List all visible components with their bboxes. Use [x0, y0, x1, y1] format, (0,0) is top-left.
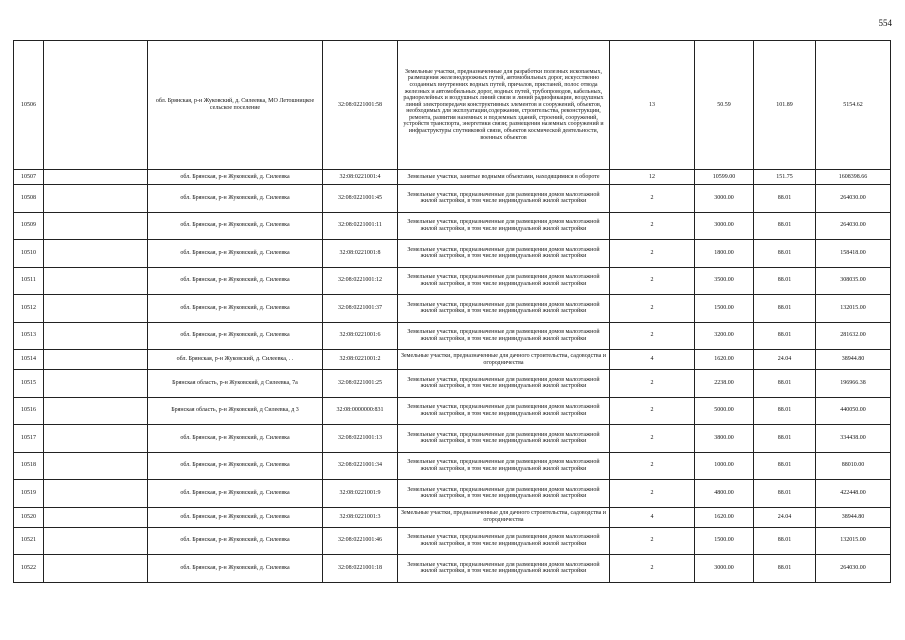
cadastral-value-cell: 5154.62 — [816, 41, 891, 170]
address-cell: обл. Брянская, р-н Жуковский, д. Силеевка, . . — [148, 350, 323, 370]
table-row — [14, 170, 891, 185]
land-use-cell: Земельные участки, предназначенные для размещения домов малоэтажной жилой застройки, в том числе индивидуальной жилой застройки — [398, 527, 610, 555]
rate-cell: 88.01 — [754, 527, 816, 555]
rate-cell: 88.01 — [754, 212, 816, 240]
table-row — [14, 425, 891, 453]
rate-cell: 88.01 — [754, 425, 816, 453]
cadastral-value-cell: 281632.00 — [816, 322, 891, 350]
rate-cell: 101.89 — [754, 41, 816, 170]
table-row — [14, 370, 891, 398]
table-row — [14, 322, 891, 350]
blank-cell — [44, 507, 148, 527]
area-cell: 3000.00 — [695, 185, 754, 213]
land-use-cell: Земельные участки, предназначенные для размещения домов малоэтажной жилой застройки, в том числе индивидуальной жилой застройки — [398, 480, 610, 508]
page-number: 554 — [878, 18, 892, 28]
address-cell: обл. Брянская, р-н Жуковский, д. Силеевка — [148, 425, 323, 453]
rate-cell: 88.01 — [754, 185, 816, 213]
rate-cell: 151.75 — [754, 170, 816, 185]
area-cell: 3500.00 — [695, 267, 754, 295]
cadastral-value-cell: 264030.00 — [816, 555, 891, 583]
cadastral-number-cell: 32:08:0221001:11 — [323, 212, 398, 240]
address-cell: Брянская область, р-н Жуковский, д Силеевка, 7а — [148, 370, 323, 398]
cadastral-number-cell: 32:08:0221001:13 — [323, 425, 398, 453]
cadastral-value-cell: 264030.00 — [816, 185, 891, 213]
row-number-cell: 10520 — [14, 507, 44, 527]
table-row — [14, 350, 891, 370]
address-cell: обл. Брянская, р-н Жуковский, д. Силеевка — [148, 480, 323, 508]
use-group-cell: 2 — [610, 267, 695, 295]
blank-cell — [44, 397, 148, 425]
table-row — [14, 555, 891, 583]
cadastral-number-cell: 32:08:0221001:34 — [323, 452, 398, 480]
row-number-cell: 10506 — [14, 41, 44, 170]
area-cell: 3200.00 — [695, 322, 754, 350]
use-group-cell: 2 — [610, 370, 695, 398]
blank-cell — [44, 322, 148, 350]
land-use-cell: Земельные участки, предназначенные для размещения домов малоэтажной жилой застройки, в том числе индивидуальной жилой застройки — [398, 425, 610, 453]
row-number-cell: 10511 — [14, 267, 44, 295]
land-cadastral-table — [13, 40, 891, 583]
land-use-cell: Земельные участки, предназначенные для размещения домов малоэтажной жилой застройки, в том числе индивидуальной жилой застройки — [398, 240, 610, 268]
area-cell: 1500.00 — [695, 295, 754, 323]
area-cell: 3800.00 — [695, 425, 754, 453]
row-number-cell: 10514 — [14, 350, 44, 370]
rate-cell: 88.01 — [754, 295, 816, 323]
cadastral-number-cell: 32:08:0221001:58 — [323, 41, 398, 170]
land-use-cell: Земельные участки, предназначенные для размещения домов малоэтажной жилой застройки, в том числе индивидуальной жилой застройки — [398, 397, 610, 425]
area-cell: 3000.00 — [695, 212, 754, 240]
table-row — [14, 240, 891, 268]
use-group-cell: 2 — [610, 555, 695, 583]
land-use-cell: Земельные участки, предназначенные для размещения домов малоэтажной жилой застройки, в том числе индивидуальной жилой застройки — [398, 185, 610, 213]
land-use-cell: Земельные участки, предназначенные для дачного строительства, садоводства и огородничества — [398, 507, 610, 527]
use-group-cell: 2 — [610, 397, 695, 425]
use-group-cell: 2 — [610, 240, 695, 268]
land-use-cell: Земельные участки, предназначенные для размещения домов малоэтажной жилой застройки, в том числе индивидуальной жилой застройки — [398, 267, 610, 295]
land-use-cell: Земельные участки, занятые водными объектами, находящимися в обороте — [398, 170, 610, 185]
cadastral-number-cell: 32:08:0221001:6 — [323, 322, 398, 350]
row-number-cell: 10518 — [14, 452, 44, 480]
address-cell: обл. Брянская, р-н Жуковский, д. Силеевка — [148, 267, 323, 295]
cadastral-number-cell: 32:08:0000000:831 — [323, 397, 398, 425]
cadastral-value-cell: 88010.00 — [816, 452, 891, 480]
cadastral-value-cell: 158418.00 — [816, 240, 891, 268]
land-use-cell: Земельные участки, предназначенные для размещения домов малоэтажной жилой застройки, в том числе индивидуальной жилой застройки — [398, 212, 610, 240]
row-number-cell: 10513 — [14, 322, 44, 350]
cadastral-number-cell: 32:08:0221001:25 — [323, 370, 398, 398]
land-use-cell: Земельные участки, предназначенные для размещения домов малоэтажной жилой застройки, в том числе индивидуальной жилой застройки — [398, 370, 610, 398]
use-group-cell: 2 — [610, 480, 695, 508]
rate-cell: 88.01 — [754, 397, 816, 425]
cadastral-value-cell: 308035.00 — [816, 267, 891, 295]
cadastral-number-cell: 32:08:0221001:45 — [323, 185, 398, 213]
table-row — [14, 452, 891, 480]
cadastral-number-cell: 32:08:0221001:18 — [323, 555, 398, 583]
blank-cell — [44, 452, 148, 480]
land-use-cell: Земельные участки, предназначенные для разработки полезных ископаемых, размещения железнодорожных путей, автомобильных дорог, искусственно созданных внутренних водных путей, причалов, пристаней, полос отвода железных и автомобильных дорог, водных путей, трубопроводов, кабельных, радиорелейных и воздушных линий связи и линий радиофикации, воздушных линий электропередачи конструктивных элементов и сооружений, объектов, необходимых для эксплуатации,содержания, строительства, реконструкции, ремонта, развития наземных и подземных зданий, строений, сооружений, устройств транспорта, энергетики связи; размещения наземных сооружений и инфраструктуры спутниковой связи, объектов космической деятельности, военных объектов — [398, 41, 610, 170]
area-cell: 4800.00 — [695, 480, 754, 508]
cadastral-value-cell: 196966.38 — [816, 370, 891, 398]
use-group-cell: 2 — [610, 185, 695, 213]
blank-cell — [44, 295, 148, 323]
area-cell: 1800.00 — [695, 240, 754, 268]
row-number-cell: 10507 — [14, 170, 44, 185]
table-row — [14, 527, 891, 555]
row-number-cell: 10509 — [14, 212, 44, 240]
use-group-cell: 13 — [610, 41, 695, 170]
table-row — [14, 480, 891, 508]
blank-cell — [44, 212, 148, 240]
address-cell: обл. Брянская, р-н Жуковский, д. Силеевка — [148, 555, 323, 583]
blank-cell — [44, 480, 148, 508]
cadastral-number-cell: 32:08:0221001:37 — [323, 295, 398, 323]
rate-cell: 88.01 — [754, 267, 816, 295]
rate-cell: 24.04 — [754, 350, 816, 370]
area-cell: 1000.00 — [695, 452, 754, 480]
land-use-cell: Земельные участки, предназначенные для размещения домов малоэтажной жилой застройки, в том числе индивидуальной жилой застройки — [398, 555, 610, 583]
blank-cell — [44, 185, 148, 213]
cadastral-number-cell: 32:08:0221001:2 — [323, 350, 398, 370]
use-group-cell: 2 — [610, 322, 695, 350]
blank-cell — [44, 267, 148, 295]
row-number-cell: 10512 — [14, 295, 44, 323]
address-cell: Брянская область, р-н Жуковский, д Силеевка, д 3 — [148, 397, 323, 425]
cadastral-value-cell: 422448.00 — [816, 480, 891, 508]
table-row — [14, 41, 891, 170]
area-cell: 1620.00 — [695, 507, 754, 527]
land-use-cell: Земельные участки, предназначенные для размещения домов малоэтажной жилой застройки, в том числе индивидуальной жилой застройки — [398, 295, 610, 323]
row-number-cell: 10517 — [14, 425, 44, 453]
address-cell: обл. Брянская, р-н Жуковский, д. Силеевка — [148, 527, 323, 555]
rate-cell: 88.01 — [754, 322, 816, 350]
cadastral-value-cell: 334438.00 — [816, 425, 891, 453]
rate-cell: 88.01 — [754, 480, 816, 508]
row-number-cell: 10519 — [14, 480, 44, 508]
blank-cell — [44, 370, 148, 398]
land-use-cell: Земельные участки, предназначенные для размещения домов малоэтажной жилой застройки, в том числе индивидуальной жилой застройки — [398, 322, 610, 350]
row-number-cell: 10522 — [14, 555, 44, 583]
rate-cell: 88.01 — [754, 240, 816, 268]
blank-cell — [44, 555, 148, 583]
cadastral-value-cell: 132015.00 — [816, 295, 891, 323]
area-cell: 3000.00 — [695, 555, 754, 583]
cadastral-number-cell: 32:08:0221001:3 — [323, 507, 398, 527]
blank-cell — [44, 425, 148, 453]
cadastral-number-cell: 32:08:0221001:46 — [323, 527, 398, 555]
table-row — [14, 295, 891, 323]
land-use-cell: Земельные участки, предназначенные для дачного строительства, садоводства и огородничества — [398, 350, 610, 370]
address-cell: обл. Брянская, р-н Жуковский, д. Силеевка — [148, 185, 323, 213]
area-cell: 2238.00 — [695, 370, 754, 398]
table-row — [14, 267, 891, 295]
area-cell: 10599.00 — [695, 170, 754, 185]
rate-cell: 88.01 — [754, 555, 816, 583]
address-cell: обл. Брянская, р-н Жуковский, д. Силеевка — [148, 452, 323, 480]
address-cell: обл. Брянская, р-н Жуковский, д. Силеевка — [148, 322, 323, 350]
rate-cell: 24.04 — [754, 507, 816, 527]
land-use-cell: Земельные участки, предназначенные для размещения домов малоэтажной жилой застройки, в том числе индивидуальной жилой застройки — [398, 452, 610, 480]
address-cell: обл. Брянская, р-н Жуковский, д. Силеевка — [148, 507, 323, 527]
table-row — [14, 507, 891, 527]
cadastral-value-cell: 38944.80 — [816, 350, 891, 370]
area-cell: 1500.00 — [695, 527, 754, 555]
address-cell: обл. Брянская, р-н Жуковский, д. Силеевка — [148, 295, 323, 323]
use-group-cell: 2 — [610, 212, 695, 240]
blank-cell — [44, 170, 148, 185]
use-group-cell: 12 — [610, 170, 695, 185]
address-cell: обл. Брянская, р-н Жуковский, д. Силеевка — [148, 240, 323, 268]
area-cell: 1620.00 — [695, 350, 754, 370]
blank-cell — [44, 527, 148, 555]
cadastral-value-cell: 264030.00 — [816, 212, 891, 240]
table-row — [14, 212, 891, 240]
blank-cell — [44, 240, 148, 268]
area-cell: 5000.00 — [695, 397, 754, 425]
row-number-cell: 10521 — [14, 527, 44, 555]
cadastral-value-cell: 1608398.66 — [816, 170, 891, 185]
table-body — [14, 41, 891, 583]
use-group-cell: 4 — [610, 507, 695, 527]
use-group-cell: 2 — [610, 452, 695, 480]
area-cell: 50.59 — [695, 41, 754, 170]
use-group-cell: 4 — [610, 350, 695, 370]
cadastral-value-cell: 132015.00 — [816, 527, 891, 555]
cadastral-number-cell: 32:08:0221001:8 — [323, 240, 398, 268]
address-cell: обл. Брянская, р-н Жуковский, д. Силеевка, МО Летошницкое сельское поселение — [148, 41, 323, 170]
cadastral-value-cell: 440050.00 — [816, 397, 891, 425]
table-row — [14, 185, 891, 213]
use-group-cell: 2 — [610, 425, 695, 453]
blank-cell — [44, 350, 148, 370]
cadastral-number-cell: 32:08:0221001:9 — [323, 480, 398, 508]
cadastral-number-cell: 32:08:0221001:4 — [323, 170, 398, 185]
row-number-cell: 10510 — [14, 240, 44, 268]
table-row — [14, 397, 891, 425]
blank-cell — [44, 41, 148, 170]
row-number-cell: 10508 — [14, 185, 44, 213]
cadastral-number-cell: 32:08:0221001:12 — [323, 267, 398, 295]
row-number-cell: 10515 — [14, 370, 44, 398]
address-cell: обл. Брянская, р-н Жуковский, д. Силеевка — [148, 212, 323, 240]
use-group-cell: 2 — [610, 527, 695, 555]
rate-cell: 88.01 — [754, 370, 816, 398]
address-cell: обл. Брянская, р-н Жуковский, д. Силеевка — [148, 170, 323, 185]
cadastral-value-cell: 38944.80 — [816, 507, 891, 527]
row-number-cell: 10516 — [14, 397, 44, 425]
rate-cell: 88.01 — [754, 452, 816, 480]
use-group-cell: 2 — [610, 295, 695, 323]
